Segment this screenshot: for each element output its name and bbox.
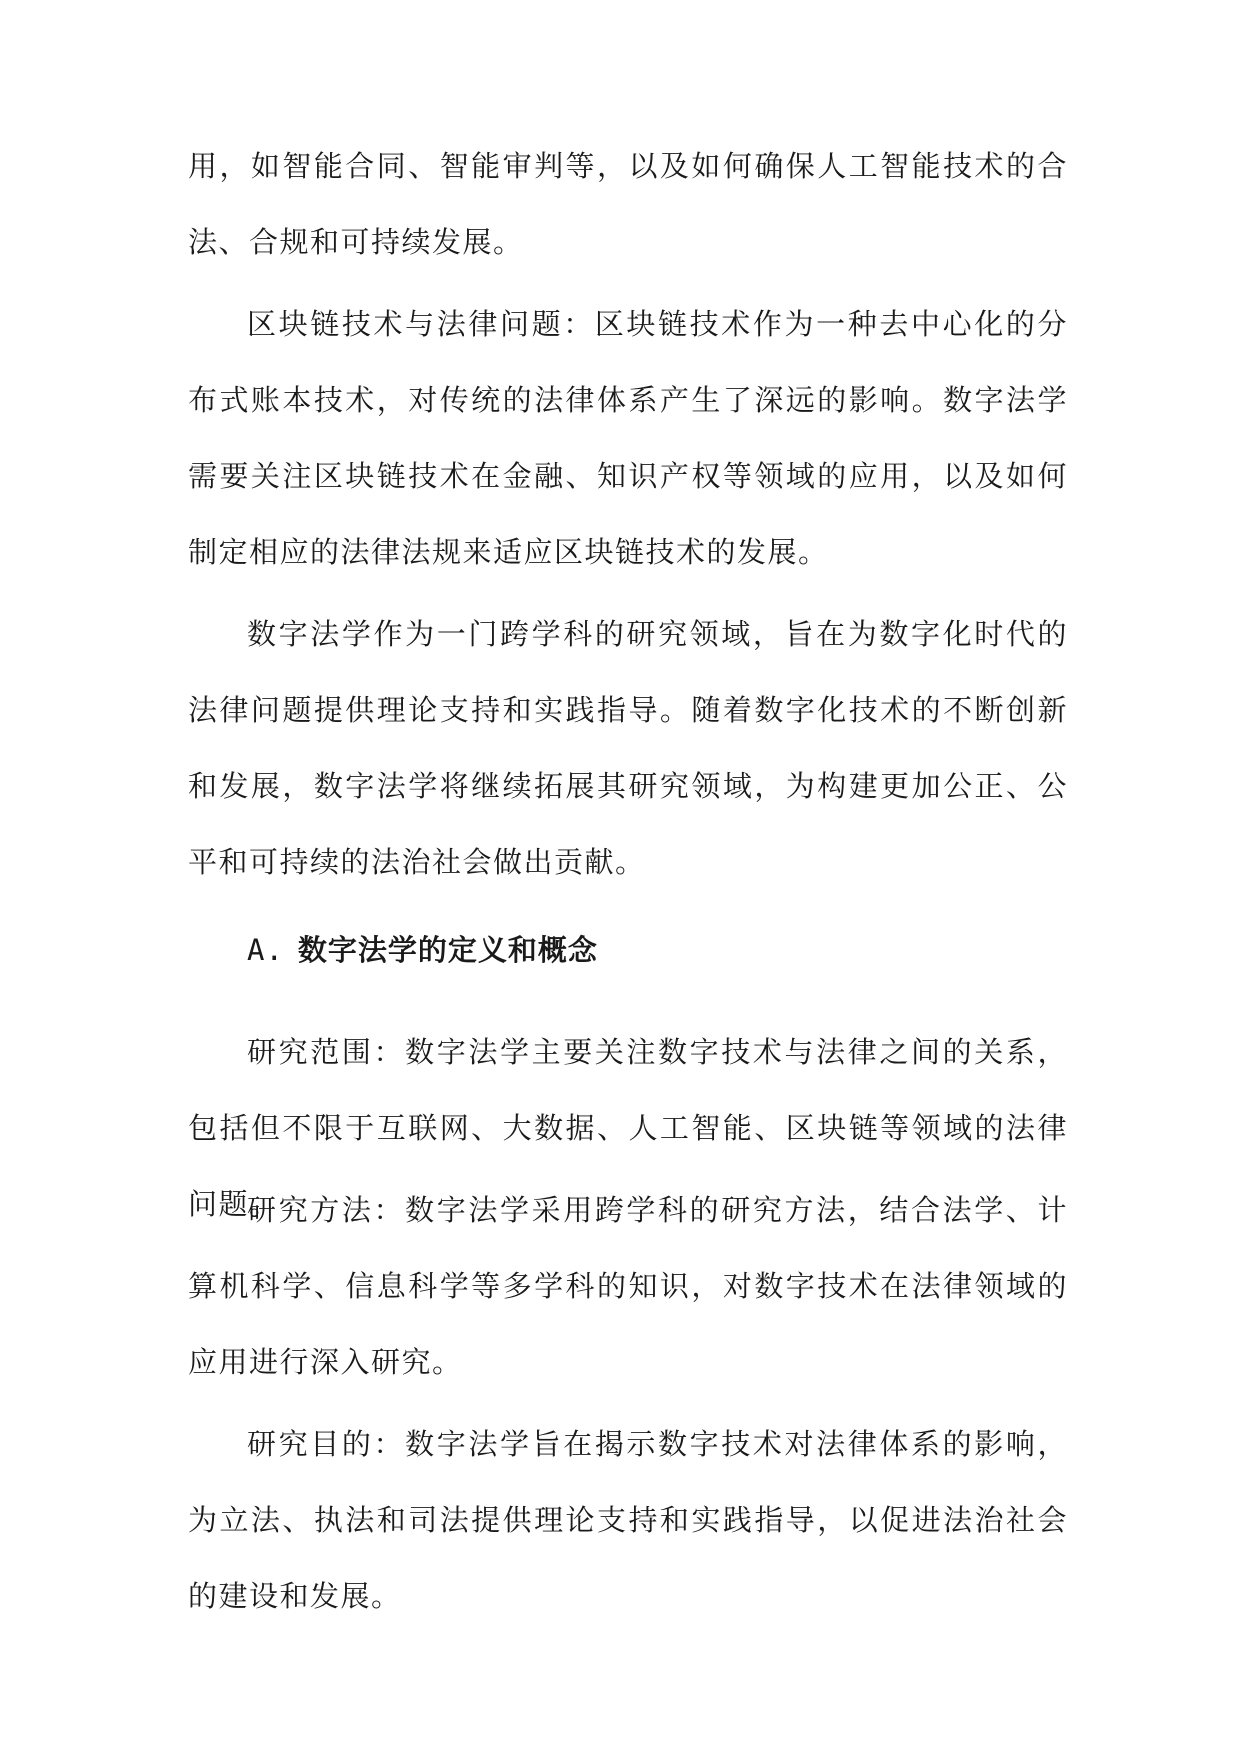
- section-heading: [247, 930, 598, 970]
- paragraph-continuation: 用，如智能合同、智能审判等，以及如何确保人工智能技术的合法、合规和可持续发展。: [188, 149, 1068, 259]
- paragraph-research-scope: 研究范围：数字法学主要关注数字技术与法律之间的关系，包括但不限于互联网、大数据、人工智能、区块链等领域的法律问题。: [188, 1035, 1068, 1221]
- paragraph-summary: 数字法学作为一门跨学科的研究领域，旨在为数字化时代的法律问题提供理论支持和实践指导。随着数字化技术的不断创新和发展，数字法学将继续拓展其研究领域，为构建更加公正、公平和可持续的法治社会做出贡献。: [188, 617, 1068, 879]
- section-title: 数字法学的定义和概念: [297, 933, 598, 967]
- paragraph-blockchain: 区块链技术与法律问题：区块链技术作为一种去中心化的分布式账本技术，对传统的法律体系产生了深远的影响。数字法学需要关注区块链技术在金融、知识产权等领域的应用，以及如何制定相应的法律法规来适应区块链技术的发展。: [188, 307, 1068, 569]
- paragraph-research-purpose: 研究目的：数字法学旨在揭示数字技术对法律体系的影响，为立法、执法和司法提供理论支持和实践指导，以促进法治社会的建设和发展。: [188, 1427, 1068, 1613]
- paragraph-research-method: 研究方法：数字法学采用跨学科的研究方法，结合法学、计算机科学、信息科学等多学科的知识，对数字技术在法律领域的应用进行深入研究。: [188, 1193, 1068, 1379]
- section-marker: A.: [247, 933, 284, 967]
